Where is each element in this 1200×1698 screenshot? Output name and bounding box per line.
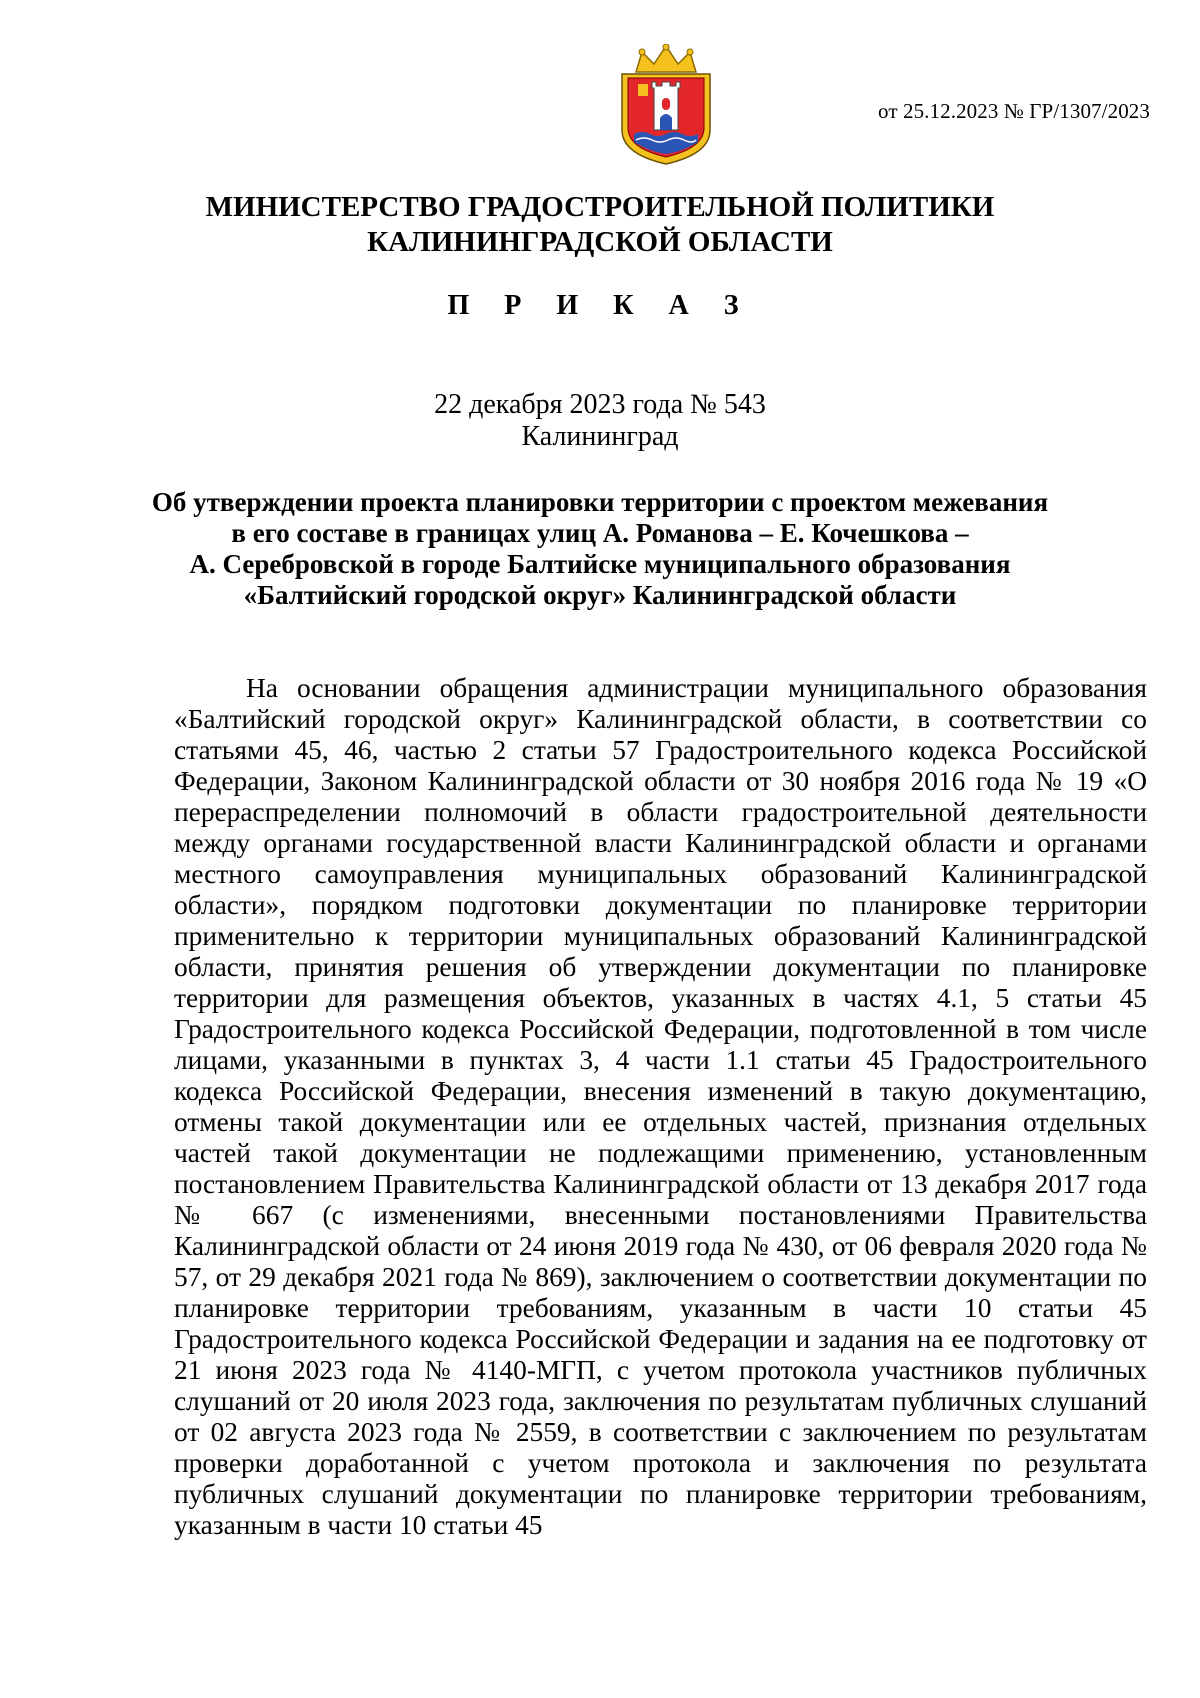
body-paragraph: На основании обращения администрации муниципального образования «Балтийский городской округ» Калининградской области, в соответствии со статьями 45, 46, частью 2 статьи 57 Градостроительного кодекса Российской Федерации, Законом Калининградской области от 30 ноября 2016 года № 19 «О перераспределении полномочий в области градостроительной деятельности между органами государственной власти Калининградской области и органами местного самоуправления муниципальных образований Калининградской области», порядком подготовки документации по планировке территории применительно к территории муниципальных образований Калининградской области, принятия решения об утверждении документации по планировке территории для размещения объектов, указанных в частях 4.1, 5 статьи 45 Градостроительного кодекса Российской Федерации, подготовленной в том числе лицами, указанными в пунктах 3, 4 части 1.1 статьи 45 Градостроительного кодекса Российской Федерации, внесения изменений в такую документацию, отмены такой документации или ее отдельных частей, признания отдельных частей такой документации не подлежащими применению, установленным постановлением Правительства Калининградской области от 13 декабря 2017 года № 667 (с изменениями, внесенными постановлениями Правительства Калининградской области от 24 июня 2019 года № 430, от 06 февраля 2020 года № 57, от 29 декабря 2021 года № 869), заключением о соответствии документации по планировке территории требованиям, указанным в части 10 статьи 45 Градостроительного кодекса Российской Федерации и задания на ее подготовку от 21 июня 2023 года № 4140-МГП, с учетом протокола участников публичных слушаний от 20 июля 2023 года, заключения по результатам публичных слушаний от 02 августа 2023 года № 2559, в соответствии с заключением по результатам проверки доработанной с учетом протокола и заключения по результата публичных слушаний документации по планировке территории требованиям, указанным в части 10 статьи 45 [174, 673, 1147, 1540]
document-type-heading: П Р И К А З [447, 290, 753, 321]
subject-line2: в его составе в границах улиц А. Романова – Е. Кочешкова – [231, 518, 969, 548]
subject-line1: Об утверждении проекта планировки территории с проектом межевания [151, 487, 1049, 517]
ministry-title [0, 190, 1200, 260]
order-city: Калининград [521, 421, 679, 452]
subject-line3: А. Серебровской в городе Балтийске муниципального образования [189, 549, 1011, 579]
subject-line4: «Балтийский городской округ» Калининградской области [243, 580, 957, 610]
ministry-title-line1: МИНИСТЕРСТВО ГРАДОСТРОИТЕЛЬНОЙ ПОЛИТИКИ [205, 191, 995, 223]
order-subject [150, 487, 1050, 611]
ministry-title-line2: КАЛИНИНГРАДСКОЙ ОБЛАСТИ [367, 226, 833, 258]
order-body [174, 673, 1147, 1541]
coat-of-arms-icon [616, 44, 716, 166]
order-date-number: 22 декабря 2023 года № 543 [434, 389, 766, 420]
date-and-place [0, 389, 1200, 453]
registration-number: от 25.12.2023 № ГР/1307/2023 [878, 99, 1150, 123]
